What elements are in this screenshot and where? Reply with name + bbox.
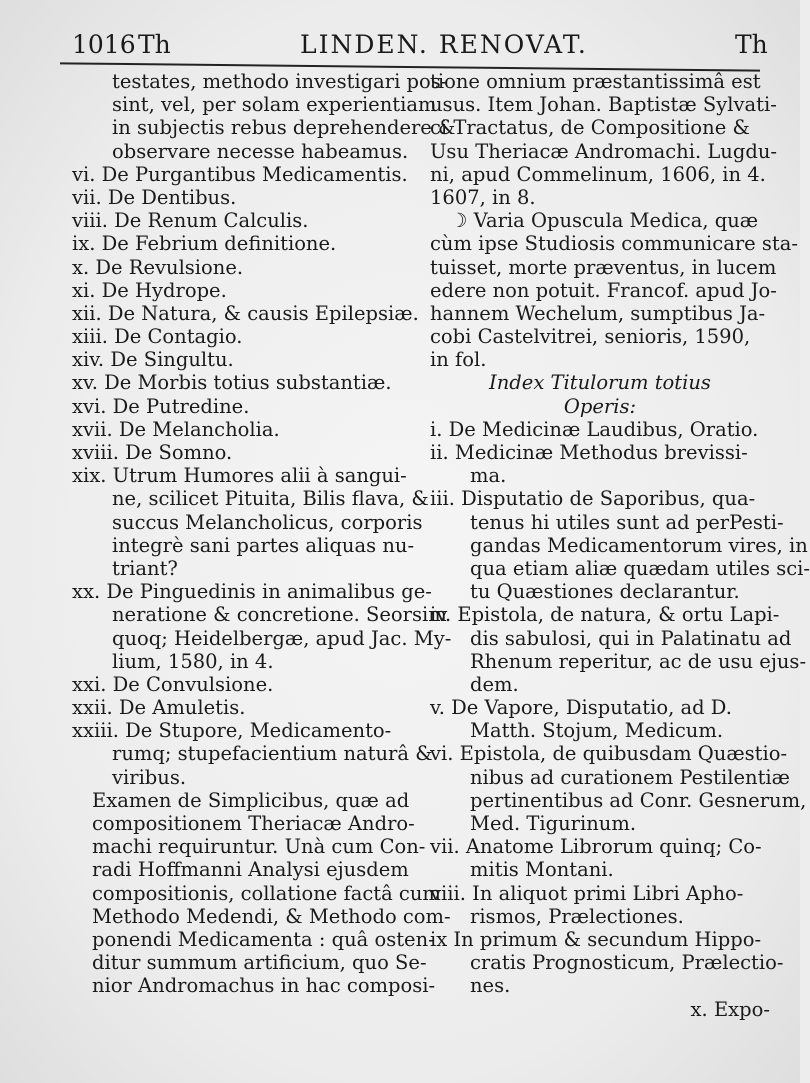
- right-column-line: usus. Item Johan. Baptistæ Sylvati-: [430, 93, 777, 117]
- right-column-line: ma.: [470, 464, 507, 488]
- header-left-abbrev: Th: [138, 30, 171, 59]
- right-column-line: tione omnium præstantissimâ est: [430, 70, 761, 93]
- right-column-line: Matth. Stojum, Medicum.: [470, 719, 724, 743]
- left-column-line: viribus.: [112, 765, 187, 789]
- left-column-line: neratione & concretione. Seorsim: [112, 603, 447, 627]
- left-column-line: succus Melancholicus, corporis: [112, 510, 423, 534]
- left-column-line: compositionis, collatione factâ cum: [92, 881, 441, 905]
- right-column-line: v. De Vapore, Disputatio, ad D.: [430, 696, 732, 720]
- right-column-line: 1607, in 8.: [430, 185, 536, 209]
- left-column-line: vii. De Dentibus.: [72, 185, 237, 209]
- right-column-line: ci Tractatus, de Compositione &: [430, 116, 750, 140]
- left-column-line: xx. De Pinguedinis in animalibus ge-: [72, 580, 432, 604]
- right-column-line: ix In primum & secundum Hippo-: [430, 927, 762, 951]
- left-column-line: rumq; stupefacientium naturâ &: [112, 742, 433, 766]
- right-column-line: tenus hi utiles sunt ad perPesti-: [470, 510, 784, 534]
- right-column-line: vii. Anatome Librorum quinq; Co-: [430, 835, 762, 859]
- header-right-abbrev: Th: [735, 30, 768, 59]
- right-column-line: cratis Prognosticum, Prælectio-: [470, 951, 784, 975]
- left-column-line: nior Andromachus in hac composi-: [92, 974, 436, 998]
- left-column-line: ditur summum artificium, quo Se-: [92, 951, 427, 975]
- right-column-line: nes.: [470, 974, 511, 998]
- right-column-line: pertinentibus ad Conr. Gesnerum,: [470, 788, 807, 812]
- left-column-line: xvi. De Putredine.: [72, 394, 250, 418]
- right-column-line: Med. Tigurinum.: [470, 812, 637, 835]
- left-column-line: x. De Revulsione.: [72, 255, 244, 279]
- left-column-line: triant?: [112, 556, 178, 580]
- right-column-line: qua etiam aliæ quædam utiles sci-: [470, 556, 810, 580]
- left-column-line: observare necesse habeamus.: [112, 139, 409, 163]
- left-column-line: ix. De Febrium definitione.: [72, 232, 337, 256]
- left-column-line: xxi. De Convulsione.: [72, 672, 274, 696]
- right-column-line: dem.: [470, 672, 519, 696]
- right-column-line: rismos, Prælectiones.: [470, 904, 684, 928]
- left-column-line: xvii. De Melancholia.: [72, 417, 280, 441]
- right-column-line: dis sabulosi, qui in Palatinatu ad: [470, 626, 792, 650]
- left-column-line: xxii. De Amuletis.: [72, 696, 246, 720]
- left-column-line: xxiii. De Stupore, Medicamento-: [72, 719, 392, 743]
- right-column-line: edere non potuit. Francof. apud Jo-: [430, 278, 777, 302]
- left-column-line: in subjectis rebus deprehendere &: [112, 116, 456, 140]
- left-column-line: ne, scilicet Pituita, Bilis flava, &: [112, 487, 429, 511]
- right-column-line: vi. Epistola, de quibusdam Quæstio-: [430, 742, 788, 766]
- right-column-line: cobi Castelvitrei, senioris, 1590,: [430, 325, 751, 349]
- left-column: [72, 70, 456, 998]
- right-column-line: nibus ad curationem Pestilentiæ: [470, 765, 790, 789]
- right-column-line: iii. Disputatio de Saporibus, qua-: [430, 487, 756, 511]
- left-column-line: xiv. De Singultu.: [72, 348, 234, 372]
- left-column-line: Methodo Medendi, & Methodo com-: [92, 904, 451, 928]
- right-column: [430, 70, 810, 1021]
- right-column-line: mitis Montani.: [470, 858, 614, 882]
- left-column-line: machi requiruntur. Unà cum Con-: [92, 835, 426, 859]
- right-column-line: Index Titulorum totius: [489, 371, 711, 395]
- header-title: LINDEN. RENOVAT.: [300, 30, 588, 59]
- left-column-line: Examen de Simplicibus, quæ ad: [92, 788, 410, 812]
- right-column-line: ☽ Varia Opuscula Medica, quæ: [450, 209, 759, 233]
- right-column-line: viii. In aliquot primi Libri Apho-: [430, 881, 744, 905]
- right-column-line: Rhenum reperitur, ac de usu ejus-: [470, 649, 807, 673]
- left-column-line: ponendi Medicamenta : quâ osten-: [92, 927, 435, 951]
- left-column-line: xi. De Hydrope.: [72, 278, 227, 302]
- left-column-line: viii. De Renum Calculis.: [72, 209, 309, 233]
- left-column-line: radi Hoffmanni Analysi ejusdem: [92, 858, 409, 882]
- right-column-line: i. De Medicinæ Laudibus, Oratio.: [430, 417, 759, 441]
- right-column-line: gandas Medicamentorum vires, in: [470, 533, 808, 557]
- right-column-line: tuisset, morte præventus, in lucem: [430, 255, 777, 279]
- left-column-line: xv. De Morbis totius substantiæ.: [72, 371, 392, 395]
- left-column-line: vi. De Purgantibus Medicamentis.: [72, 162, 408, 186]
- right-column-line: Usu Theriacæ Andromachi. Lugdu-: [430, 139, 777, 163]
- left-column-line: xii. De Natura, & causis Epilepsiæ.: [72, 301, 419, 325]
- left-column-line: quoq; Heidelbergæ, apud Jac. My-: [112, 626, 452, 650]
- left-column-line: lium, 1580, in 4.: [112, 649, 274, 673]
- right-column-line: tu Quæstiones declarantur.: [470, 580, 740, 604]
- right-column-line: hannem Wechelum, sumptibus Ja-: [430, 301, 766, 325]
- right-column-line: x. Expo-: [690, 997, 770, 1021]
- left-column-line: testates, methodo investigari pos-: [112, 70, 448, 93]
- right-column-line: ni, apud Commelinum, 1606, in 4.: [430, 162, 766, 186]
- left-column-line: integrè sani partes aliquas nu-: [112, 533, 415, 557]
- left-column-line: compositionem Theriacæ Andro-: [92, 812, 415, 835]
- right-column-line: iv. Epistola, de natura, & ortu Lapi-: [430, 603, 780, 627]
- right-column-line: in fol.: [430, 348, 487, 372]
- left-column-line: xiii. De Contagio.: [72, 325, 243, 349]
- left-column-line: sint, vel, per solam experientiam: [112, 93, 437, 117]
- right-column-line: ii. Medicinæ Methodus brevissi-: [430, 441, 748, 464]
- right-column-line: Operis:: [563, 394, 637, 418]
- page-number: 1016: [72, 30, 136, 59]
- left-column-line: xviii. De Somno.: [72, 441, 233, 464]
- left-column-line: xix. Utrum Humores alii à sangui-: [72, 464, 407, 488]
- right-column-line: cùm ipse Studiosis communicare sta-: [430, 232, 798, 256]
